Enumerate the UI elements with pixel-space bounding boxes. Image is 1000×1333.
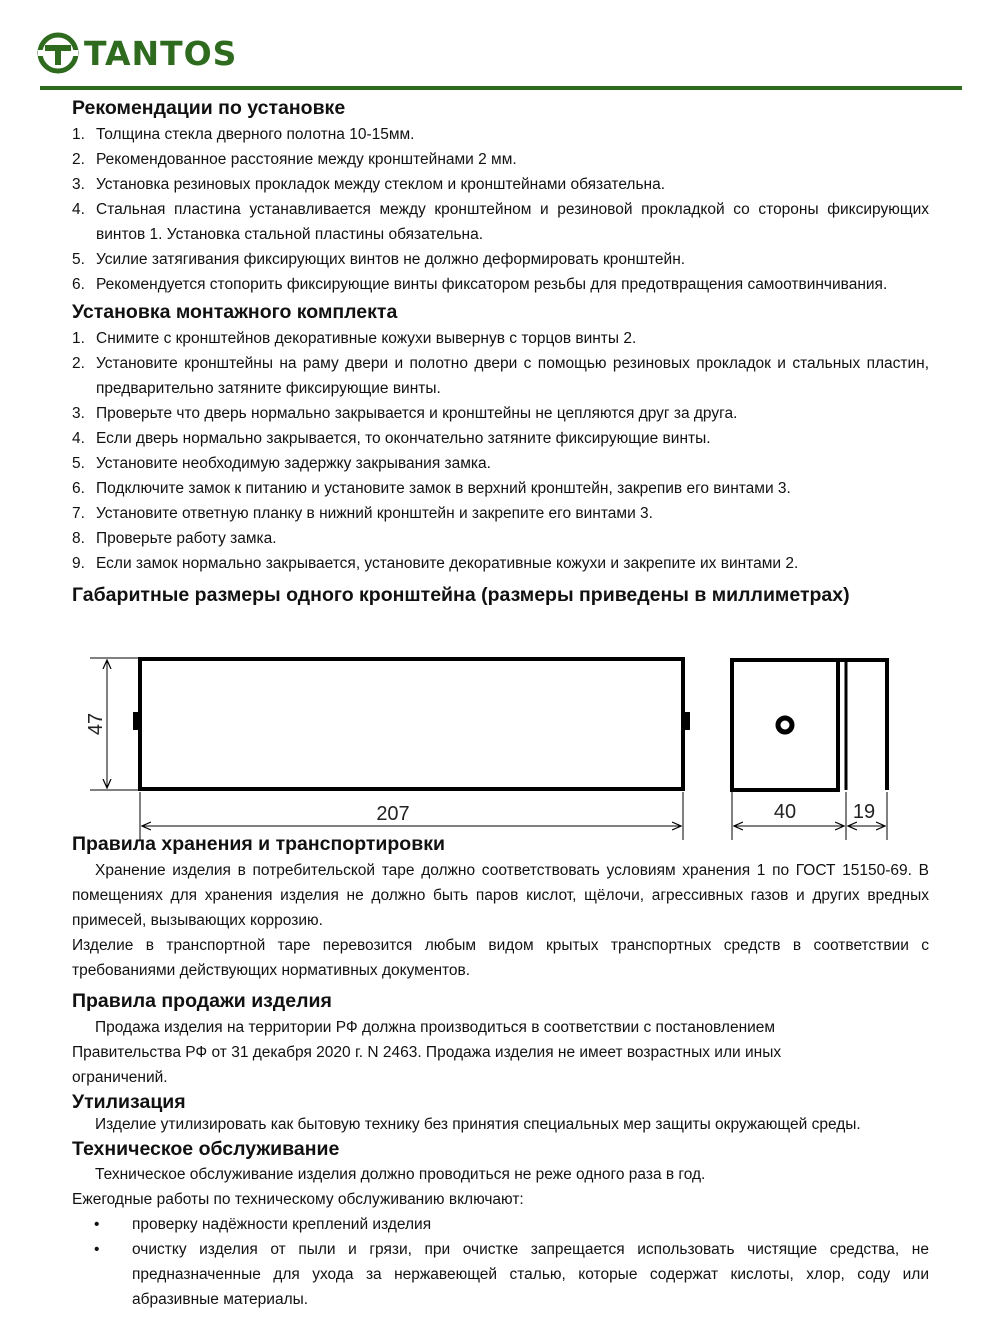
storage-paragraph-1: Хранение изделия в потребительской таре должно соответствовать условиям хранения 1 по ГОСТ 15150-69. В помещениях для хранения изделия не должно быть паров кислот, щёлочи, агрессивных газов и других вредных примесей, вызывающих коррозию. [72,862,929,929]
storage-paragraph-2: Изделие в транспортной таре перевозится любым видом крытых транспортных средств в соответствии с требованиями действующих нормативных документов. [72,937,929,979]
list-item: 3. Установка резиновых прокладок между стеклом и кронштейнами обязательна. [72,176,666,193]
bracket-dimension-drawing [80,645,910,845]
section-title-sale: Правила продажи изделия [72,990,332,1012]
height-label: 47 [85,712,107,736]
list-item: 3. Проверьте что дверь нормально закрывается и кронштейны не цепляются друг за друга. [72,405,738,422]
list-item: 4. Если дверь нормально закрывается, то окончательно затяните фиксирующие винты. [72,430,711,447]
list-item: 2. Рекомендованное расстояние между кронштейнами 2 мм. [72,151,517,168]
list-item: 8. Проверьте работу замка. [72,530,277,547]
sale-line-3: ограничений. [72,1069,168,1086]
header-rule [40,86,962,90]
bullet-icon: • [94,1216,100,1233]
list-item: 7. Установите ответную планку в нижний кронштейн и закрепите его винтами 3. [72,505,653,522]
list-item: 1. Толщина стекла дверного полотна 10-15мм. [72,126,415,143]
section-title-maintenance: Техническое обслуживание [72,1138,340,1160]
section-title-installation: Установка монтажного комплекта [72,301,398,323]
bullet-icon: • [94,1241,100,1258]
section-title-storage: Правила хранения и транспортировки [72,833,445,855]
section-title-recommendations: Рекомендации по установке [72,97,346,119]
maintenance-paragraph-1: Техническое обслуживание изделия должно проводиться не реже одного раза в год. [95,1166,706,1183]
recommendations-list [72,122,929,297]
brand-logo [36,28,237,78]
list-item: 5. Установите необходимую задержку закрывания замка. [72,455,491,472]
list-item: 9. Если замок нормально закрывается, установите декоративные кожухи и закрепите их винтами 2. [72,555,799,572]
list-item: 5. Усилие затягивания фиксирующих винтов не должно деформировать кронштейн. [72,251,686,268]
end-screw-left [133,712,139,730]
maintenance-bullets [72,1212,929,1312]
list-item: 4. Стальная пластина устанавливается между кронштейном и резиновой прокладкой со стороны фиксирующих винтов 1. Установка стальной пластины обязательна. [72,201,929,243]
depth-label: 40 [773,801,797,823]
list-item: • очистку изделия от пыли и грязи, при очистке запрещается использовать чистящие средства, не предназначенные для ухода за нержавеющей сталью, которые содержат кислоты, хлор, соду или абразивные материалы. [72,1237,929,1312]
length-label: 207 [376,803,410,825]
end-screw-right [684,712,690,730]
bracket-side-view [732,660,838,790]
list-item: 1. Снимите с кронштейнов декоративные кожухи вывернув с торцов винты 2. [72,330,637,347]
section-title-dimensions: Габаритные размеры одного кронштейна (размеры приведены в миллиметрах) [72,584,850,606]
sale-line-2: Правительства РФ от 31 декабря 2020 г. N 2463. Продажа изделия не имеет возрастных или иных [72,1044,782,1061]
list-item: • проверку надёжности креплений изделия [72,1212,929,1237]
mount-hole-icon [778,718,792,732]
section-title-disposal: Утилизация [72,1091,186,1113]
sale-line-1: Продажа изделия на территории РФ должна производиться в соответствии с постановлением [95,1019,776,1036]
maintenance-paragraph-2: Ежегодные работы по техническому обслуживанию включают: [72,1191,524,1208]
tantos-logo-icon [36,31,80,75]
brand-name: TANTOS [84,33,238,73]
disposal-text: Изделие утилизировать как бытовую технику без принятия специальных мер защиты окружающей среды. [95,1116,861,1133]
lip-label: 19 [852,801,876,823]
bracket-front-view [140,659,683,789]
list-item: 6. Подключите замок к питанию и установите замок в верхний кронштейн, закрепив его винтами 3. [72,480,791,497]
list-item: 2. Установите кронштейны на раму двери и полотно двери с помощью резиновых прокладок и стальных пластин, предварительно затяните фиксирующие винты. [72,355,929,397]
list-item: 6. Рекомендуется стопорить фиксирующие винты фиксатором резьбы для предотвращения самоотвинчивания. [72,276,888,293]
installation-list [72,326,929,576]
